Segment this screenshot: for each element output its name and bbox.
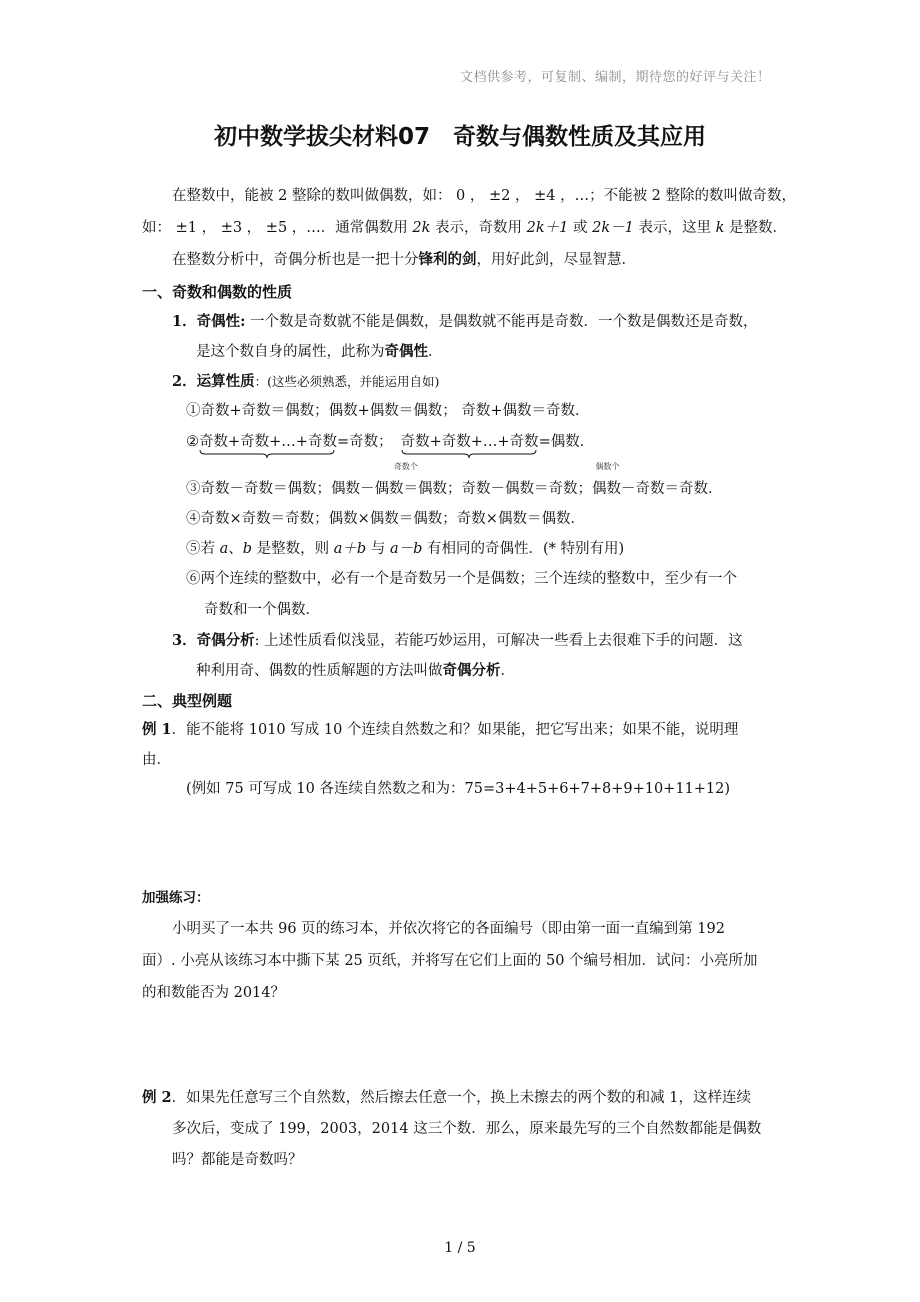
item-2-line <box>172 372 439 392</box>
practice-line-1: 小明买了一本共 96 页的练习本，并依次将它的各面编号（即由第一面一直编到第 192 <box>172 921 725 937</box>
formula-a-plus-b: a＋b <box>333 541 367 557</box>
intro-text: 表示，奇数用 <box>430 220 527 236</box>
item-3-line-1 <box>172 631 743 651</box>
intro-line-2 <box>142 218 787 238</box>
rule-6-line-2: 奇数和一个偶数． <box>204 602 320 618</box>
formula-2k-minus-1: 2k－1 <box>592 220 634 236</box>
variable-b: b <box>242 541 253 557</box>
brace-caption: 偶数个 <box>595 462 620 471</box>
rule-text: =偶数． <box>538 434 595 450</box>
page-title: 初中数学拔尖材料07 奇数与偶数性质及其应用 <box>213 124 706 150</box>
item-number: 3． <box>172 632 197 649</box>
rule-text: ⑤若 <box>186 541 220 557</box>
emphasis-text: 锋利的剑 <box>418 251 477 268</box>
underbrace-icon <box>199 450 335 458</box>
item-text: 是这个数自身的属性，此称为 <box>196 344 385 360</box>
example-1-hint: (例如 75 可写成 10 各连续自然数之和为：75=3+4+5+6+7+8+9+10+11+12) <box>186 781 731 797</box>
formula-2k: 2k <box>412 220 431 236</box>
variable-k: k <box>715 220 725 236</box>
underbrace-odd-count <box>199 432 418 471</box>
section-2-heading: 二、典型例题 <box>142 692 233 710</box>
example-label: 例 1 <box>142 721 172 738</box>
example-label: 例 2 <box>142 1089 172 1106</box>
underbrace-icon <box>401 450 537 458</box>
rule-3: ③奇数－奇数＝偶数；偶数－偶数＝偶数；奇数－偶数＝奇数；偶数－奇数＝奇数． <box>186 481 723 497</box>
item-text: : 上述性质看似浅显，若能巧妙运用，可解决一些看上去很难下手的问题．这 <box>254 633 743 649</box>
item-1-line-1 <box>172 312 758 332</box>
item-number: 1． <box>172 313 197 330</box>
rule-text: =奇数； <box>336 434 393 450</box>
formula-2k-plus-1: 2k＋1 <box>526 220 569 236</box>
watermark-text: 文档供参考，可复制、编制，期待您的好评与关注！ <box>460 70 771 85</box>
page-number: 1 / 5 <box>444 1240 476 1256</box>
intro-line-1: 在整数中，能被 2 整除的数叫做偶数，如： 0 ， ±2 ， ±4 ，…；不能被 2 整除的数叫做奇数， <box>172 188 797 204</box>
variable-a: a <box>219 541 229 557</box>
example-1-line-2: 由． <box>142 752 171 768</box>
rule-1: ①奇数+奇数＝偶数；偶数+偶数＝偶数； 奇数+偶数＝奇数． <box>186 403 590 419</box>
item-text: 种利用奇、偶数的性质解题的方法叫做 <box>196 663 443 679</box>
practice-line-3: 的和数能否为 2014？ <box>142 985 286 1001</box>
practice-line-2: 面）. 小亮从该练习本中撕下某 25 页纸，并将写在它们上面的 50 个编号相加．试问：小亮所加 <box>142 953 758 969</box>
rule-4: ④奇数×奇数＝奇数；偶数×偶数＝偶数；奇数×偶数＝偶数． <box>186 511 585 527</box>
example-text: ．如果先任意写三个自然数，然后擦去任意一个，换上未擦去的两个数的和减 1，这样连续 <box>171 1090 751 1106</box>
rule-2 <box>186 432 620 471</box>
item-title: 运算性质 <box>196 373 255 390</box>
intro-text: 或 <box>568 220 593 236</box>
emphasis-text: 奇偶分析 <box>442 662 501 679</box>
item-title: 奇偶性: <box>196 313 246 330</box>
intro-text: 如： ±1 ， ±3 ， ±5 ，…．通常偶数用 <box>142 220 413 236</box>
item-text: 一个数是奇数就不能是偶数，是偶数就不能再是奇数．一个数是偶数还是奇数， <box>245 314 758 330</box>
intro-text: 是整数． <box>724 220 787 236</box>
emphasis-text: 奇偶性 <box>384 343 428 360</box>
rule-text: 是整数，则 <box>252 541 334 557</box>
item-text: ． <box>428 344 443 360</box>
rule-marker: ② <box>186 434 199 450</box>
brace-expression: 奇数+奇数+…+奇数 <box>199 434 337 450</box>
formula-a-minus-b: a－b <box>389 541 423 557</box>
rule-text: 、 <box>228 541 243 557</box>
rule-6-line-1: ⑥两个连续的整数中，必有一个是奇数另一个是偶数；三个连续的整数中，至少有一个 <box>186 571 737 587</box>
brace-caption: 奇数个 <box>393 462 418 471</box>
brace-expression: 奇数+奇数+…+奇数 <box>400 434 539 450</box>
intro-line-3 <box>172 250 636 270</box>
rule-5 <box>186 539 624 559</box>
section-1-heading: 一、奇数和偶数的性质 <box>142 283 293 301</box>
example-2-line-1 <box>142 1088 751 1108</box>
item-1-line-2 <box>196 342 443 362</box>
item-3-line-2 <box>196 661 515 681</box>
intro-text: ，用好此剑，尽显智慧． <box>476 252 636 268</box>
example-2-line-2: 多次后，变成了 199，2003，2014 这三个数．那么，原来最先写的三个自然数都能是偶数 <box>172 1121 762 1137</box>
example-1-line-1 <box>142 720 738 740</box>
item-number: 2． <box>172 373 197 390</box>
example-text: ．能不能将 1010 写成 10 个连续自然数之和？如果能，把它写出来；如果不能，说明理 <box>171 722 739 738</box>
intro-text: 表示，这里 <box>633 220 716 236</box>
rule-text: 与 <box>366 541 390 557</box>
intro-text: 在整数分析中，奇偶分析也是一把十分 <box>172 252 419 268</box>
item-title: 奇偶分析 <box>196 632 255 649</box>
rule-text: 有相同的奇偶性．(* 特别有用) <box>422 541 625 557</box>
practice-label: 加强练习： <box>142 890 210 906</box>
item-text: ． <box>500 663 515 679</box>
example-2-line-3: 吗？都能是奇数吗？ <box>172 1152 303 1168</box>
item-note: ：(这些必须熟悉，并能运用自如) <box>254 374 440 389</box>
